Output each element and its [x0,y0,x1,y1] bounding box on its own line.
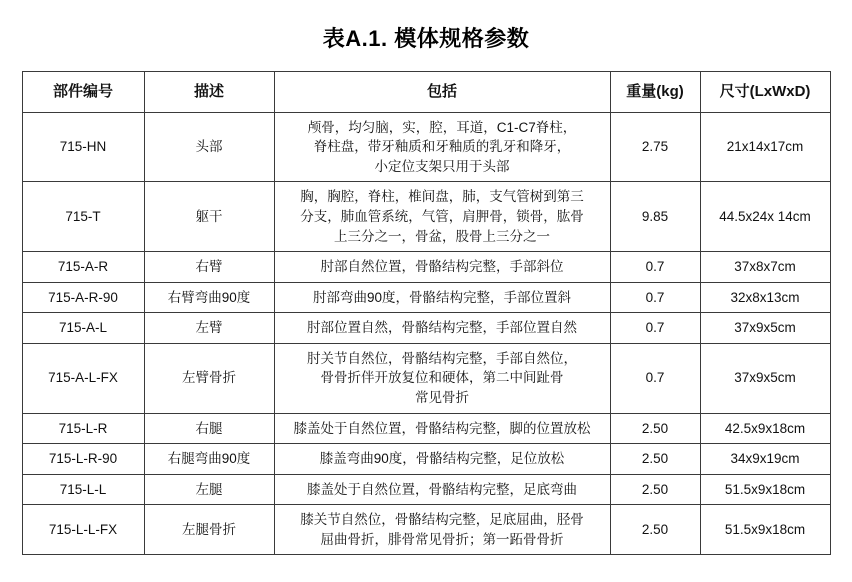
includes-line: 肘部位置自然，骨骼结构完整，手部位置自然 [307,320,577,336]
cell-includes [274,444,610,475]
column-header-dimensions: 尺寸(LxWxD) [700,72,830,113]
cell-weight: 0.7 [610,282,700,313]
cell-part-id: 715-L-L-FX [22,505,144,555]
cell-part-id: 715-A-R [22,252,144,283]
includes-line: 肘关节自然位，骨骼结构完整，手部自然位， [307,350,577,366]
table-row [22,252,830,283]
includes-line: 膝盖处于自然位置，骨骼结构完整，脚的位置放松 [293,420,591,436]
includes-line: 小定位支架只用于头部 [374,158,510,174]
table-row [22,313,830,344]
cell-dimensions: 51.5x9x18cm [700,505,830,555]
includes-line: 常见骨折 [415,389,469,405]
table-row [22,413,830,444]
cell-part-id: 715-A-L-FX [22,343,144,413]
column-header-part-id: 部件编号 [22,72,144,113]
includes-line: 膝盖弯曲90度，骨骼结构完整，足位放松 [319,451,565,467]
table-body [22,112,830,555]
spec-table [22,71,831,555]
table-row [22,444,830,475]
cell-weight: 2.50 [610,444,700,475]
cell-description: 头部 [144,112,274,182]
cell-dimensions: 34x9x19cm [700,444,830,475]
cell-weight: 2.75 [610,112,700,182]
table-header-row [22,72,830,113]
cell-includes [274,282,610,313]
cell-weight: 2.50 [610,505,700,555]
cell-includes [274,112,610,182]
cell-dimensions: 37x9x5cm [700,343,830,413]
cell-description: 躯干 [144,182,274,252]
cell-part-id: 715-A-L [22,313,144,344]
cell-description: 左腿 [144,474,274,505]
cell-part-id: 715-L-L [22,474,144,505]
cell-part-id: 715-HN [22,112,144,182]
includes-line: 脊柱盘，带牙釉质和牙釉质的乳牙和降牙， [313,139,571,155]
includes-line: 膝盖处于自然位置，骨骼结构完整，足底弯曲 [307,481,577,497]
cell-weight: 2.50 [610,413,700,444]
cell-part-id: 715-L-R-90 [22,444,144,475]
cell-weight: 0.7 [610,313,700,344]
cell-includes [274,182,610,252]
cell-description: 左腿骨折 [144,505,274,555]
cell-dimensions: 21x14x17cm [700,112,830,182]
cell-dimensions: 37x9x5cm [700,313,830,344]
cell-includes [274,313,610,344]
cell-dimensions: 44.5x24x 14cm [700,182,830,252]
cell-includes [274,252,610,283]
cell-part-id: 715-L-R [22,413,144,444]
includes-line: 膝关节自然位，骨骼结构完整，足底屈曲，胫骨 [300,512,584,528]
cell-dimensions: 37x8x7cm [700,252,830,283]
table-row [22,343,830,413]
cell-part-id: 715-A-R-90 [22,282,144,313]
cell-dimensions: 42.5x9x18cm [700,413,830,444]
cell-description: 右腿 [144,413,274,444]
table-row [22,505,830,555]
table-header [22,72,830,113]
includes-line: 骨骨折伴开放复位和硬体，第二中间趾骨 [320,370,564,386]
cell-weight: 0.7 [610,343,700,413]
cell-weight: 9.85 [610,182,700,252]
cell-description: 左臂骨折 [144,343,274,413]
column-header-description: 描述 [144,72,274,113]
cell-part-id: 715-T [22,182,144,252]
cell-includes [274,343,610,413]
cell-dimensions: 51.5x9x18cm [700,474,830,505]
includes-line: 上三分之一，骨盆，股骨上三分之一 [334,228,550,244]
cell-dimensions: 32x8x13cm [700,282,830,313]
cell-weight: 0.7 [610,252,700,283]
includes-line: 分支，肺血管系统，气管，肩胛骨，锁骨，肱骨 [300,209,584,224]
table-row [22,282,830,313]
cell-weight: 2.50 [610,474,700,505]
page-title: 表A.1. 模体规格参数 [322,26,530,51]
includes-line: 肘部弯曲90度，骨骼结构完整，手部位置斜 [312,289,571,305]
cell-includes [274,505,610,555]
includes-line: 颅骨，均匀脑，实，腔，耳道，C1-C7脊柱， [307,119,577,135]
table-row [22,474,830,505]
document-page [0,22,852,582]
cell-description: 左臂 [144,313,274,344]
cell-description: 右臂 [144,252,274,283]
column-header-weight: 重量(kg) [610,72,700,113]
cell-description: 右腿弯曲90度 [144,444,274,475]
table-row [22,112,830,182]
includes-line: 肘部自然位置，骨骼结构完整，手部斜位 [320,259,564,275]
cell-includes [274,474,610,505]
cell-includes [274,413,610,444]
cell-description: 右臂弯曲90度 [144,282,274,313]
includes-line: 胸，胸腔，脊柱，椎间盘，肺，支气管树到第三 [300,189,584,205]
column-header-includes: 包括 [274,72,610,113]
table-row [22,182,830,252]
includes-line: 屈曲骨折，腓骨常见骨折；第一跖骨骨折 [320,531,564,547]
